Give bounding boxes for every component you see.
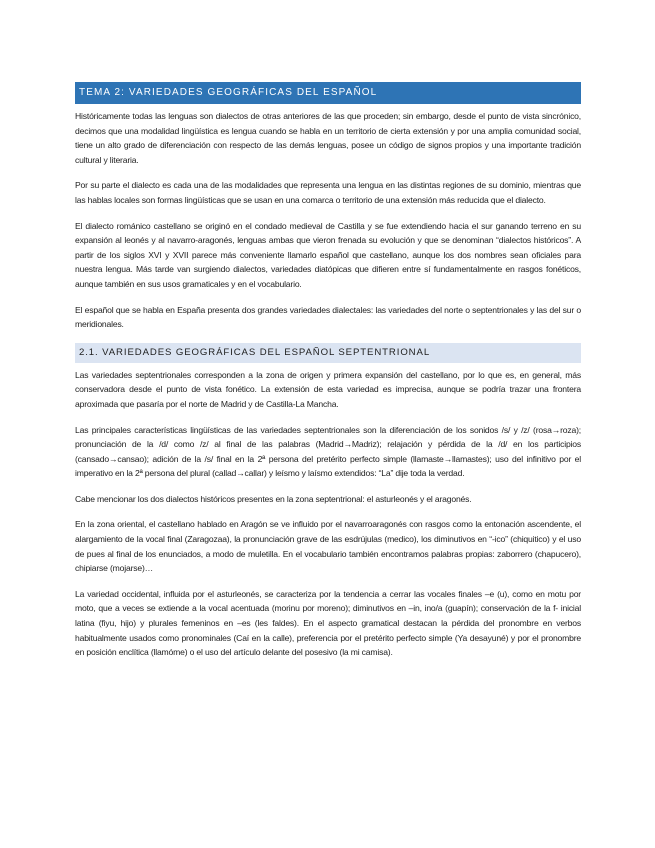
paragraph: El dialecto románico castellano se originó en el condado medieval de Castilla y se fue extendiendo hacia el sur ganando terreno en su expansión al leonés y al navarro-aragonés, lenguas ambas que vieron frenada su evolución y que se denominan “dialectos históricos”. A partir de los siglos XVI y XVII parece más conveniente llamarlo español que castellano, aunque los dos nombres sean oficiales para nuestra lengua. Más tarde van surgiendo dialectos, variedades diatópicas que difieren entre sí fundamentalmente en rasgos fonéticos, aunque también en sus usos gramaticales y en el vocabulario. — [75, 220, 581, 289]
paragraph: Por su parte el dialecto es cada una de las modalidades que representa una lengua en las distintas regiones de su dominio, mientras que las hablas locales son formas lingüísticas que se usan en una comarca o territorio de una extensión más reducida que el dialecto. — [75, 180, 581, 205]
paragraph: Las principales características lingüísticas de las variedades septentrionales son la diferenciación de los sonidos /s/ y /z/ (rosa→roza); pronunciación de la /d/ como /z/ al final de las palabras (Madrid→Madriz); relajación y pérdida de la /d/ en los participios (cansado→cansao); adición de la /s/ final en la 2ª persona del pretérito perfecto simple (llamaste→llamastes); uso del infinitivo por el imperativo en la 2ª persona del plural (callad→callar) y leísmo y laísmo extendidos: “La” dije toda la verdad. — [75, 424, 581, 479]
paragraph: El español que se habla en España presenta dos grandes variedades dialectales: las variedades del norte o septentrionales y las del sur o meridionales. — [75, 304, 581, 330]
paragraph: Las variedades septentrionales corresponden a la zona de origen y primera expansión del castellano, por lo que es, en general, más conservadora desde el punto de vista fonético. La extensión de esta variedad es imprecisa, aunque se podría trazar una frontera aproximada que pasaría por el norte de Madrid y de Castilla-La Mancha. — [75, 369, 581, 409]
paragraph: Históricamente todas las lenguas son dialectos de otras anteriores de las que proceden; sin embargo, desde el punto de vista sincrónico, decimos que una modalidad lingüística es lengua cuando se habla en un territorio de cierta extensión y por una amplia comunidad social, tiene un alto grado de diferenciación con respecto de las demás lenguas, posee un código de signos propios y una importante tradición cultural y literaria. — [75, 111, 581, 165]
paragraph: Cabe mencionar los dos dialectos históricos presentes en la zona septentrional: el asturleonés y el aragonés. — [75, 493, 472, 504]
paragraph: En la zona oriental, el castellano hablado en Aragón se ve influido por el navarroaragonés con rasgos como la entonación ascendente, el alargamiento de la vocal final (Zaragozaa), la pronunciación grave de las esdrújulas (medico), los diminutivos en “-ico” (chiquitico) y el uso de pues al final de los enunciados, a modo de muletilla. En el vocabulario también encontramos palabras propias: zaborrero (chapucero), chipiarse (mojarse)… — [75, 519, 581, 574]
section-heading: 2.1. VARIEDADES GEOGRÁFICAS DEL ESPAÑOL SEPTENTRIONAL — [75, 343, 581, 363]
chapter-heading: TEMA 2: VARIEDADES GEOGRÁFICAS DEL ESPAÑOL — [75, 82, 581, 104]
paragraph: La variedad occidental, influida por el asturleonés, se caracteriza por la tendencia a cerrar las vocales finales –e (u), como en motu por moto, que a veces se extiende a la vocal acentuada (morinu por moreno); diminutivos en –in, ino/a (guapín); conservación de la f- inicial latina (fiyu, hijo) y plurales femeninos en –es (les faldes). En el aspecto gramatical destacan la pérdida del pronombre en verbos habitualmente usados como pronominales (Caí en la calle), preferencia por el pretérito perfecto simple (Ya desayuné) y por el pronombre en posición enclítica (llamóme) o el uso del artículo delante del posesivo (la mi camisa). — [75, 588, 581, 658]
document-body — [75, 82, 581, 671]
